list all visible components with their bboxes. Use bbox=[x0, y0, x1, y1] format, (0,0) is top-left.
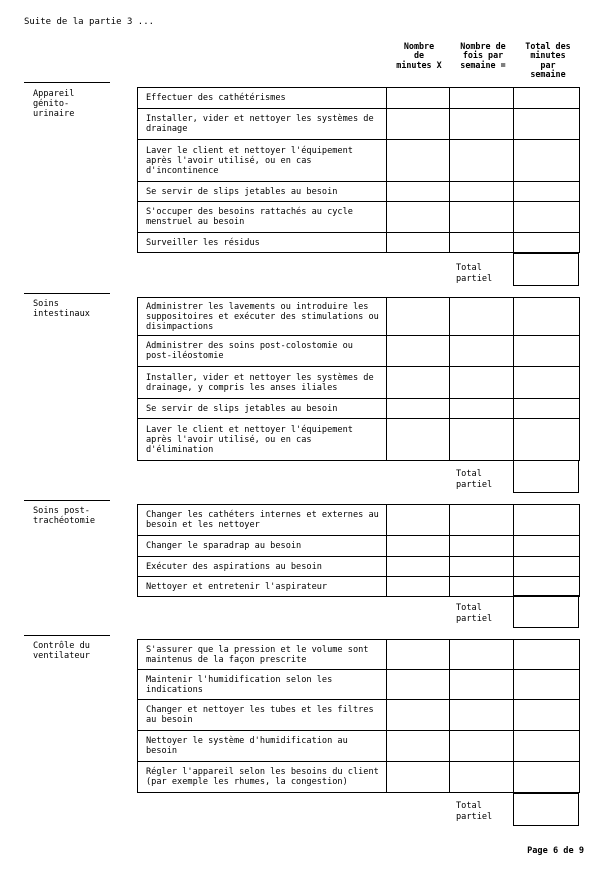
subtotal-label: Total partiel bbox=[456, 469, 493, 490]
total-minutes-cell[interactable] bbox=[514, 88, 580, 109]
minutes-cell[interactable] bbox=[387, 202, 450, 233]
minutes-cell[interactable] bbox=[387, 367, 450, 399]
task-label: S'occuper des besoins rattachés au cycle menstruel au besoin bbox=[138, 202, 387, 233]
times-per-week-cell[interactable] bbox=[450, 700, 514, 731]
table-row bbox=[138, 536, 580, 557]
task-label: Changer et nettoyer les tubes et les filtres au besoin bbox=[138, 700, 387, 731]
task-table-soins-post-tracheotomie bbox=[137, 504, 580, 597]
minutes-cell[interactable] bbox=[387, 233, 450, 253]
table-row bbox=[138, 670, 580, 700]
task-label: Surveiller les résidus bbox=[138, 233, 387, 253]
table-row bbox=[138, 88, 580, 109]
total-minutes-cell[interactable] bbox=[514, 336, 580, 367]
total-minutes-cell[interactable] bbox=[514, 762, 580, 793]
minutes-cell[interactable] bbox=[387, 182, 450, 202]
total-minutes-cell[interactable] bbox=[514, 202, 580, 233]
minutes-cell[interactable] bbox=[387, 762, 450, 793]
task-table-soins-intestinaux bbox=[137, 297, 580, 461]
times-per-week-cell[interactable] bbox=[450, 762, 514, 793]
section-label-genito-urinaire: Appareil génito- urinaire bbox=[33, 89, 75, 119]
subtotal-label: Total partiel bbox=[456, 263, 493, 284]
section-label-soins-intestinaux: Soins intestinaux bbox=[33, 299, 90, 319]
column-header-minutes: Nombre de minutes X bbox=[396, 41, 442, 70]
section-label-soins-post-tracheotomie: Soins post- trachéotomie bbox=[33, 506, 96, 526]
table-row bbox=[138, 367, 580, 399]
total-minutes-cell[interactable] bbox=[514, 640, 580, 670]
times-per-week-cell[interactable] bbox=[450, 670, 514, 700]
times-per-week-cell[interactable] bbox=[450, 577, 514, 597]
table-row bbox=[138, 577, 580, 597]
times-per-week-cell[interactable] bbox=[450, 202, 514, 233]
total-minutes-cell[interactable] bbox=[514, 182, 580, 202]
task-label: Laver le client et nettoyer l'équipement après l'avoir utilisé, ou en cas d'élimination bbox=[138, 419, 387, 461]
task-label: Maintenir l'humidification selon les indications bbox=[138, 670, 387, 700]
task-label: Se servir de slips jetables au besoin bbox=[138, 182, 387, 202]
task-label: Régler l'appareil selon les besoins du client (par exemple les rhumes, la congestion) bbox=[138, 762, 387, 793]
times-per-week-cell[interactable] bbox=[450, 298, 514, 336]
table-row bbox=[138, 233, 580, 253]
times-per-week-cell[interactable] bbox=[450, 109, 514, 140]
table-row bbox=[138, 419, 580, 461]
total-minutes-cell[interactable] bbox=[514, 505, 580, 536]
minutes-cell[interactable] bbox=[387, 670, 450, 700]
task-label: S'assurer que la pression et le volume sont maintenus de la façon prescrite bbox=[138, 640, 387, 670]
table-row bbox=[138, 557, 580, 577]
table-row bbox=[138, 700, 580, 731]
times-per-week-cell[interactable] bbox=[450, 640, 514, 670]
task-label: Changer le sparadrap au besoin bbox=[138, 536, 387, 557]
times-per-week-cell[interactable] bbox=[450, 505, 514, 536]
task-label: Installer, vider et nettoyer les systèmes de drainage bbox=[138, 109, 387, 140]
task-label: Nettoyer et entretenir l'aspirateur bbox=[138, 577, 387, 597]
table-row bbox=[138, 336, 580, 367]
times-per-week-cell[interactable] bbox=[450, 557, 514, 577]
table-row bbox=[138, 731, 580, 762]
total-minutes-cell[interactable] bbox=[514, 233, 580, 253]
total-minutes-cell[interactable] bbox=[514, 399, 580, 419]
subtotal-input-box[interactable] bbox=[513, 253, 579, 286]
table-row bbox=[138, 202, 580, 233]
continuation-header: Suite de la partie 3 ... bbox=[24, 17, 155, 27]
minutes-cell[interactable] bbox=[387, 88, 450, 109]
section-label-controle-du-ventilateur: Contrôle du ventilateur bbox=[33, 641, 90, 661]
table-row bbox=[138, 640, 580, 670]
column-header-times-per-week: Nombre de fois par semaine = bbox=[460, 41, 506, 70]
times-per-week-cell[interactable] bbox=[450, 399, 514, 419]
total-minutes-cell[interactable] bbox=[514, 557, 580, 577]
times-per-week-cell[interactable] bbox=[450, 731, 514, 762]
minutes-cell[interactable] bbox=[387, 109, 450, 140]
minutes-cell[interactable] bbox=[387, 140, 450, 182]
minutes-cell[interactable] bbox=[387, 557, 450, 577]
total-minutes-cell[interactable] bbox=[514, 419, 580, 461]
total-minutes-cell[interactable] bbox=[514, 109, 580, 140]
section-divider bbox=[24, 293, 110, 294]
total-minutes-cell[interactable] bbox=[514, 731, 580, 762]
minutes-cell[interactable] bbox=[387, 640, 450, 670]
minutes-cell[interactable] bbox=[387, 577, 450, 597]
minutes-cell[interactable] bbox=[387, 419, 450, 461]
section-divider bbox=[24, 500, 110, 501]
times-per-week-cell[interactable] bbox=[450, 536, 514, 557]
minutes-cell[interactable] bbox=[387, 700, 450, 731]
minutes-cell[interactable] bbox=[387, 399, 450, 419]
task-table-genito-urinaire bbox=[137, 87, 580, 253]
subtotal-label: Total partiel bbox=[456, 603, 493, 624]
table-row bbox=[138, 399, 580, 419]
task-label: Effectuer des cathétérismes bbox=[138, 88, 387, 109]
total-minutes-cell[interactable] bbox=[514, 700, 580, 731]
minutes-cell[interactable] bbox=[387, 505, 450, 536]
task-table-controle-du-ventilateur bbox=[137, 639, 580, 793]
table-row bbox=[138, 762, 580, 793]
section-divider bbox=[24, 82, 110, 83]
table-row bbox=[138, 505, 580, 536]
total-minutes-cell[interactable] bbox=[514, 298, 580, 336]
task-label: Administrer les lavements ou introduire les suppositoires et exécuter des stimulations ou disimpactions bbox=[138, 298, 387, 336]
subtotal-input-box[interactable] bbox=[513, 595, 579, 628]
subtotal-input-box[interactable] bbox=[513, 793, 579, 826]
subtotal-input-box[interactable] bbox=[513, 460, 579, 493]
times-per-week-cell[interactable] bbox=[450, 419, 514, 461]
section-divider bbox=[24, 635, 110, 636]
table-row bbox=[138, 298, 580, 336]
minutes-cell[interactable] bbox=[387, 536, 450, 557]
task-label: Changer les cathéters internes et externes au besoin et les nettoyer bbox=[138, 505, 387, 536]
times-per-week-cell[interactable] bbox=[450, 140, 514, 182]
table-row bbox=[138, 182, 580, 202]
total-minutes-cell[interactable] bbox=[514, 367, 580, 399]
task-label: Laver le client et nettoyer l'équipement après l'avoir utilisé, ou en cas d'incontinence bbox=[138, 140, 387, 182]
total-minutes-cell[interactable] bbox=[514, 536, 580, 557]
task-label: Se servir de slips jetables au besoin bbox=[138, 399, 387, 419]
total-minutes-cell[interactable] bbox=[514, 577, 580, 597]
times-per-week-cell[interactable] bbox=[450, 182, 514, 202]
task-label: Nettoyer le système d'humidification au besoin bbox=[138, 731, 387, 762]
task-label: Administrer des soins post-colostomie ou post-iléostomie bbox=[138, 336, 387, 367]
minutes-cell[interactable] bbox=[387, 336, 450, 367]
task-label: Exécuter des aspirations au besoin bbox=[138, 557, 387, 577]
times-per-week-cell[interactable] bbox=[450, 336, 514, 367]
subtotal-label: Total partiel bbox=[456, 801, 493, 822]
times-per-week-cell[interactable] bbox=[450, 367, 514, 399]
table-row bbox=[138, 140, 580, 182]
total-minutes-cell[interactable] bbox=[514, 140, 580, 182]
times-per-week-cell[interactable] bbox=[450, 233, 514, 253]
column-header-total-minutes: Total des minutes par semaine bbox=[525, 41, 571, 80]
times-per-week-cell[interactable] bbox=[450, 88, 514, 109]
table-row bbox=[138, 109, 580, 140]
task-label: Installer, vider et nettoyer les systèmes de drainage, y compris les anses iliales bbox=[138, 367, 387, 399]
total-minutes-cell[interactable] bbox=[514, 670, 580, 700]
minutes-cell[interactable] bbox=[387, 731, 450, 762]
page-number: Page 6 de 9 bbox=[527, 846, 584, 856]
minutes-cell[interactable] bbox=[387, 298, 450, 336]
